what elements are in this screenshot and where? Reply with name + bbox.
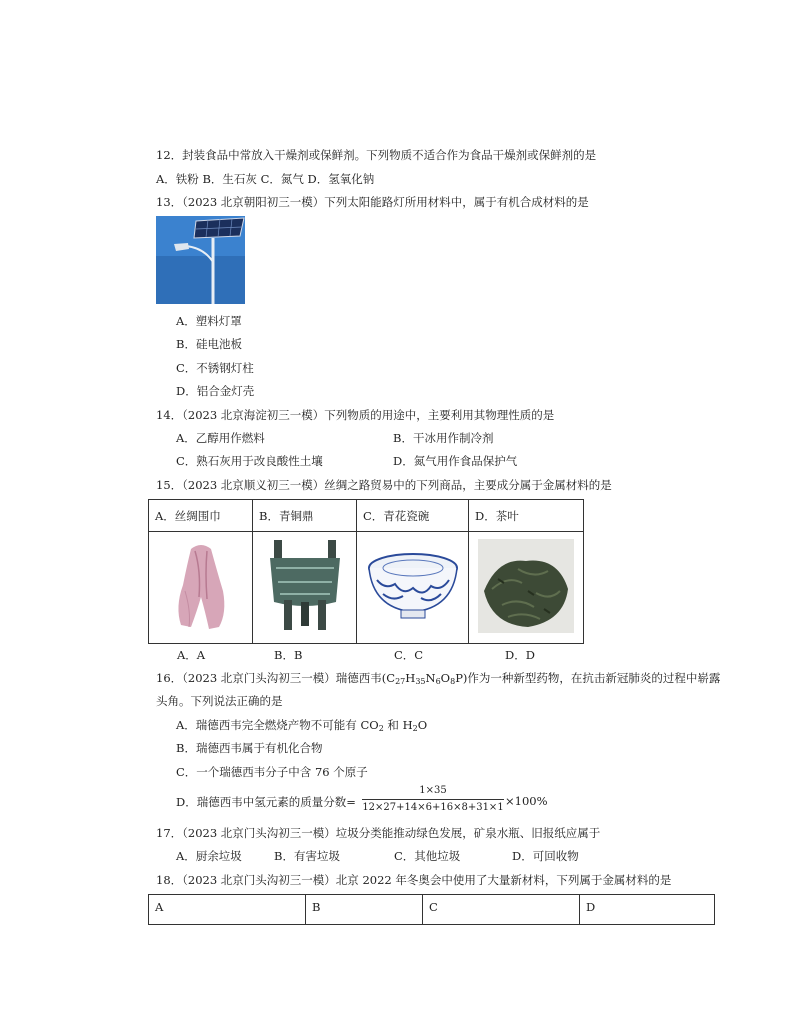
q16-fraction-denominator: 12×27+14×6+16×8+31×1: [362, 802, 504, 813]
q16-option-d-text: D．瑞德西韦中氢元素的质量分数=: [176, 795, 356, 809]
q12-options: A．铁粉 B．生石灰 C．氮气 D．氢氧化钠: [156, 172, 375, 186]
q14-option-b: B．干冰用作制冷剂: [393, 431, 494, 445]
q18-table: [148, 894, 715, 925]
tea-leaves-photo: [478, 539, 574, 633]
q13-option-d: D．铝合金灯壳: [176, 384, 255, 398]
q13-stem: 13．（2023 北京朝阳初三一模）下列太阳能路灯所用材料中，属于有机合成材料的是: [156, 195, 589, 209]
fraction-bar: [362, 799, 504, 800]
q15-cell-a: [149, 532, 253, 644]
q15-cell-c: [357, 532, 469, 644]
q15-answer-c: C．C: [394, 648, 424, 662]
q18-stem: 18．（2023 北京门头沟初三一模）北京 2022 年冬奥会中使用了大量新材料，下列属于金属材料的是: [156, 873, 672, 887]
q15-stem: 15．（2023 北京顺义初三一模）丝绸之路贸易中的下列商品，主要成分属于金属材料的是: [156, 478, 612, 492]
q18-header-b: B: [306, 895, 423, 925]
q15-header-a: A．丝绸围巾: [149, 500, 253, 532]
q16-option-b: B．瑞德西韦属于有机化合物: [176, 741, 323, 755]
q17-stem: 17．（2023 北京门头沟初三一模）垃圾分类能推动绿色发展，矿泉水瓶、旧报纸应属于: [156, 826, 601, 840]
q16-fraction: [362, 785, 504, 817]
q17-option-c: C．其他垃圾: [394, 849, 461, 863]
q15-answer-b: B．B: [274, 648, 303, 662]
q16-option-d-suffix: ×100%: [505, 794, 548, 808]
q15-header-b: B．青铜鼎: [253, 500, 357, 532]
porcelain-bowl-photo: [365, 546, 461, 626]
q16-stem: 16．（2023 北京门头沟初三一模）瑞德西韦$(C_{27}H_{35}N_6O_8P)$作为一种新型药物，在抗击新冠肺炎的过程中崭露: [156, 671, 721, 686]
q18-header-a: A: [149, 895, 306, 925]
q17-option-d: D．可回收物: [512, 849, 579, 863]
q16-option-a: A．瑞德西韦完全燃烧产物不可能有 $CO_2$ 和 $H_2O$: [176, 718, 428, 733]
q15-table: [148, 499, 584, 644]
q14-option-c: C．熟石灰用于改良酸性土壤: [176, 454, 323, 468]
q15-cell-b: [253, 532, 357, 644]
q15-header-c: C．青花瓷碗: [357, 500, 469, 532]
solar-street-lamp-photo: [156, 216, 245, 304]
silk-scarf-photo: [161, 541, 241, 631]
q18-header-c: C: [423, 895, 580, 925]
q18-header-d: D: [580, 895, 715, 925]
q13-option-c: C．不锈钢灯柱: [176, 361, 254, 375]
bronze-ding-photo: [262, 538, 348, 634]
q14-stem: 14．（2023 北京海淀初三一模）下列物质的用途中，主要利用其物理性质的是: [156, 408, 555, 422]
q15-cell-d: [469, 532, 584, 644]
q16-fraction-numerator: 1×35: [419, 785, 447, 796]
q16-option-c: C．一个瑞德西韦分子中含 76 个原子: [176, 765, 368, 779]
q13-option-b: B．硅电池板: [176, 337, 242, 351]
q15-answer-a: A．A: [177, 648, 206, 662]
q16-stem-line2: 头角。下列说法正确的是: [156, 694, 283, 708]
q12-stem: 12．封装食品中常放入干燥剂或保鲜剂。下列物质不适合作为食品干燥剂或保鲜剂的是: [156, 148, 597, 162]
q17-option-a: A．厨余垃圾: [176, 849, 242, 863]
q14-option-d: D．氮气用作食品保护气: [393, 454, 518, 468]
q15-header-d: D．茶叶: [469, 500, 584, 532]
q17-option-b: B．有害垃圾: [274, 849, 340, 863]
q13-option-a: A．塑料灯罩: [176, 314, 242, 328]
q14-option-a: A．乙醇用作燃料: [176, 431, 265, 445]
q15-answer-d: D．D: [505, 648, 535, 662]
